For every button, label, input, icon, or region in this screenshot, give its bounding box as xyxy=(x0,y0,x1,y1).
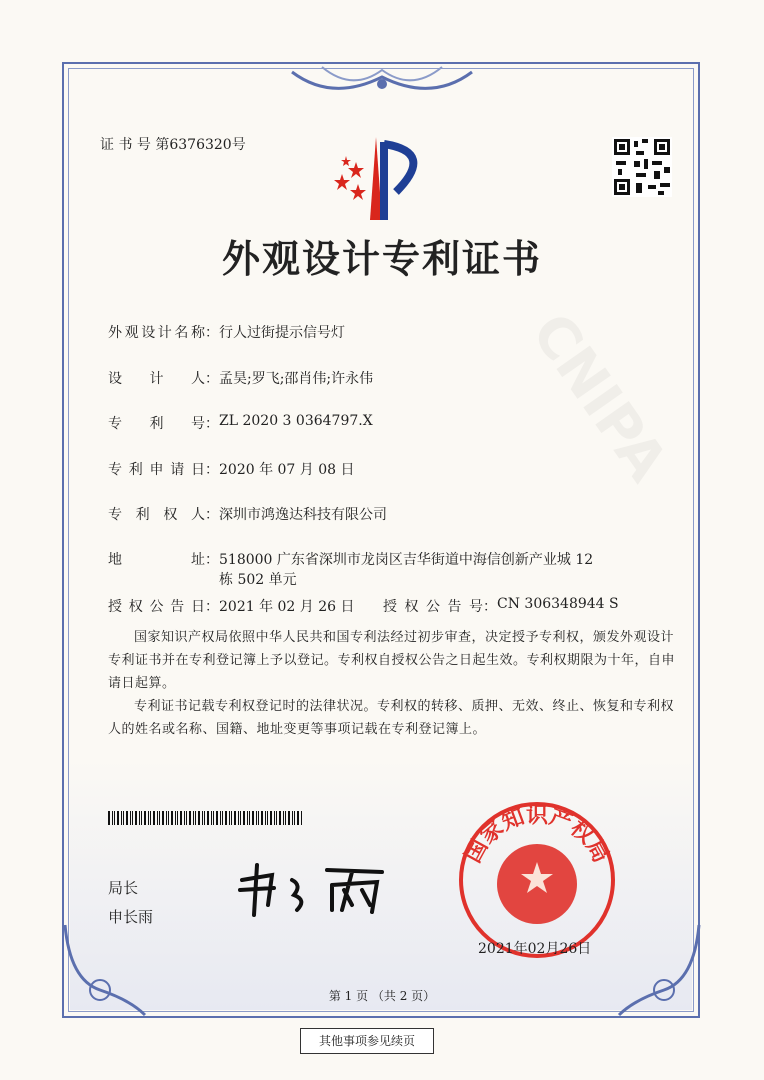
barcode-bar xyxy=(184,811,185,825)
barcode-bar xyxy=(123,811,124,825)
field-patent-number: 专利号 ： ZL 2020 3 0364797.X xyxy=(108,413,599,433)
field-label: 授权公告号 xyxy=(383,599,483,615)
barcode-bar xyxy=(189,811,191,825)
barcode-bar xyxy=(150,811,151,825)
barcode-bar xyxy=(162,811,164,825)
barcode-bar xyxy=(195,811,196,825)
field-label: 外观设计名称 xyxy=(108,325,205,341)
barcode xyxy=(108,811,304,825)
barcode-bar xyxy=(229,811,230,825)
field-label: 授权公告日 xyxy=(108,599,205,615)
field-label: 专利申请日 xyxy=(108,462,205,478)
barcode-bar xyxy=(288,811,290,825)
cnipa-logo xyxy=(326,132,440,222)
barcode-bar xyxy=(270,811,272,825)
barcode-bar xyxy=(177,811,178,825)
barcode-bar xyxy=(258,811,259,825)
barcode-bar xyxy=(175,811,176,825)
barcode-bar xyxy=(301,811,302,825)
statement-paragraph: 专利证书记载专利权登记时的法律状况。专利权的转移、质押、无效、终止、恢复和专利权人的姓名或名称、国籍、地址变更等事项记载在专利登记簿上。 xyxy=(108,699,675,737)
barcode-bar xyxy=(180,811,182,825)
field-value: ZL 2020 3 0364797.X xyxy=(219,413,373,429)
field-label: 地址 xyxy=(108,552,205,568)
barcode-bar xyxy=(171,811,173,825)
barcode-bar xyxy=(292,811,293,825)
field-address: 地址 ： 518000 广东省深圳市龙岗区吉华街道中海信创新产业城 12 栋 502 单元 xyxy=(108,550,599,590)
statement xyxy=(108,626,680,741)
certificate-number: 证 书 号 第6376320号 xyxy=(100,137,246,153)
barcode-bar xyxy=(234,811,236,825)
barcode-bar xyxy=(193,811,194,825)
barcode-bar xyxy=(240,811,241,825)
barcode-bar xyxy=(204,811,205,825)
barcode-bar xyxy=(252,811,254,825)
barcode-bar xyxy=(108,811,110,825)
field-grant-date: 授权公告日 ： 2021 年 02 月 26 日 授权公告号 ： CN 306348944 S xyxy=(108,596,619,615)
field-label: 专利权人 xyxy=(108,507,205,523)
barcode-bar xyxy=(279,811,281,825)
barcode-bar xyxy=(285,811,286,825)
barcode-bar xyxy=(198,811,200,825)
field-value: 孟昊;罗飞;邵肖伟;许永伟 xyxy=(219,371,374,387)
barcode-bar xyxy=(216,811,218,825)
barcode-bar xyxy=(249,811,250,825)
ornament-top xyxy=(282,62,482,102)
field-patentee: 专利权人 ： 深圳市鸿逸达科技有限公司 xyxy=(108,504,599,524)
barcode-bar xyxy=(213,811,214,825)
seal-date: 2021年02月26日 xyxy=(478,941,592,957)
barcode-bar xyxy=(153,811,155,825)
barcode-bar xyxy=(247,811,248,825)
field-application-date: 专利申请日 ： 2020 年 07 月 08 日 xyxy=(108,459,599,479)
barcode-bar xyxy=(114,811,115,825)
barcode-bar xyxy=(186,811,187,825)
barcode-bar xyxy=(265,811,266,825)
barcode-bar xyxy=(144,811,146,825)
field-value: 2021 年 02 月 26 日 xyxy=(219,599,355,615)
ornament-bottom-left xyxy=(60,920,150,1020)
field-designer: 设计人 ： 孟昊;罗飞;邵肖伟;许永伟 xyxy=(108,368,599,388)
barcode-bar xyxy=(220,811,221,825)
barcode-bar xyxy=(274,811,275,825)
barcode-bar xyxy=(168,811,169,825)
field-label: 设计人 xyxy=(108,371,205,387)
barcode-bar xyxy=(157,811,158,825)
page-info: 第 1 页 （共 2 页） xyxy=(328,989,436,1003)
barcode-bar xyxy=(283,811,284,825)
barcode-bar xyxy=(126,811,128,825)
barcode-bar xyxy=(132,811,133,825)
barcode-bar xyxy=(130,811,131,825)
barcode-bar xyxy=(294,811,295,825)
barcode-bar xyxy=(207,811,209,825)
barcode-bar xyxy=(297,811,299,825)
barcode-bar xyxy=(159,811,160,825)
barcode-bar xyxy=(243,811,245,825)
seal-text: 国家知识产权局 xyxy=(459,802,615,868)
barcode-bar xyxy=(276,811,277,825)
field-design-name: 外观设计名称 ： 行人过街提示信号灯 xyxy=(108,322,599,342)
qr-code xyxy=(612,137,672,197)
barcode-bar xyxy=(202,811,203,825)
field-label: 专利号 xyxy=(108,416,205,432)
field-value: 深圳市鸿逸达科技有限公司 xyxy=(219,507,387,523)
certificate-title: 外观设计专利证书 xyxy=(221,237,542,281)
field-value: 518000 广东省深圳市龙岗区吉华街道中海信创新产业城 12 栋 502 单元 xyxy=(219,552,594,588)
barcode-bar xyxy=(238,811,239,825)
field-value: 行人过街提示信号灯 xyxy=(219,325,345,341)
official-seal xyxy=(457,800,617,960)
barcode-bar xyxy=(256,811,257,825)
barcode-bar xyxy=(141,811,142,825)
barcode-bar xyxy=(231,811,232,825)
barcode-bar xyxy=(222,811,223,825)
barcode-bar xyxy=(135,811,137,825)
signatory-name: 申长雨 xyxy=(108,908,154,926)
continuation-note: 其他事项参见续页 xyxy=(300,1028,434,1054)
barcode-bar xyxy=(112,811,113,825)
barcode-bar xyxy=(225,811,227,825)
statement-paragraph: 国家知识产权局依照中华人民共和国专利法经过初步审查，决定授予专利权，颁发外观设计专利证书并在专利登记簿上予以登记。专利权自授权公告之日起生效。专利权期限为十年，自申请日起算。 xyxy=(108,630,676,691)
signatory-title: 局长 xyxy=(108,879,139,897)
field-value: 2020 年 07 月 08 日 xyxy=(219,462,355,478)
ornament-bottom-right xyxy=(614,920,704,1020)
barcode-bar xyxy=(148,811,149,825)
barcode-bar xyxy=(211,811,212,825)
barcode-bar xyxy=(117,811,119,825)
barcode-bar xyxy=(267,811,268,825)
signature xyxy=(232,860,392,920)
barcode-bar xyxy=(139,811,140,825)
barcode-bar xyxy=(121,811,122,825)
field-value: CN 306348944 S xyxy=(497,596,619,612)
barcode-bar xyxy=(261,811,263,825)
barcode-bar xyxy=(166,811,167,825)
